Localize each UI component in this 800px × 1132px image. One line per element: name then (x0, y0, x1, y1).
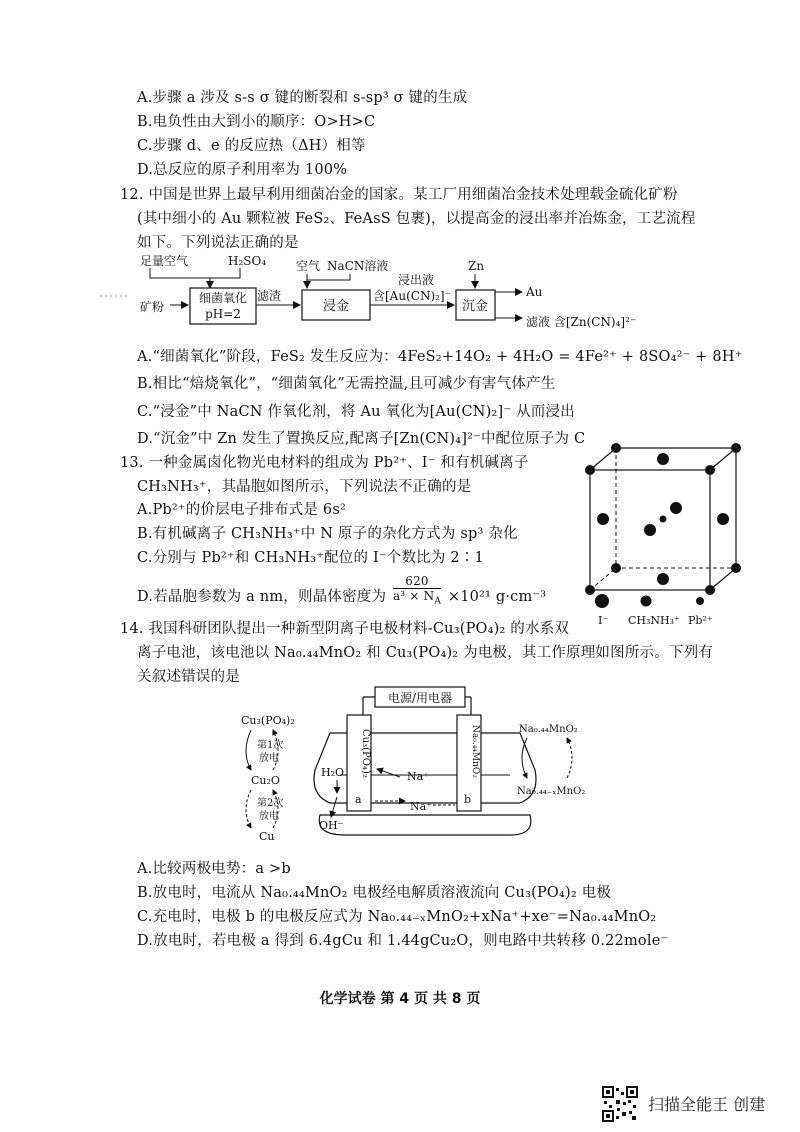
legend-methylammonium-marker (641, 596, 652, 607)
q13-stem-line2: CH₃NH₃⁺，其晶胞如图所示，下列说法不正确的是 (137, 479, 472, 495)
q13-den-sub: A (434, 596, 442, 607)
cycle-first-discharge-1: 第1次 (257, 740, 284, 751)
flow-leach-l1: 浸出液 (398, 273, 435, 287)
cycle-na044xmno2: Na₀.₄₄₋ₓMnO₂ (517, 786, 586, 797)
q12-stem-line1: 12. 中国是世界上最早利用细菌冶金的国家。某工厂用细菌冶金技术处理载金硫化矿粉 (120, 187, 678, 203)
q13-fraction-denominator (393, 589, 441, 608)
sodium-ion-upper: Na⁺ (407, 770, 429, 783)
cycle-second-discharge-1: 第2次 (257, 798, 284, 809)
flow-zn: Zn (468, 259, 485, 273)
flow-box1-label2: pH=2 (205, 307, 241, 321)
legend-lead-label: Pb²⁺ (688, 614, 713, 627)
flow-box3-label: 沉金 (461, 299, 489, 314)
q14-copper-cycle (237, 712, 327, 852)
q12-option-a: A.“细菌氧化”阶段，FeS₂ 发生反应为：4FeS₂+14O₂ + 4H₂O = 4Fe²⁺ + 8SO₄²⁻ + 8H⁺ (137, 349, 743, 365)
q13-option-b: B.有机碱离子 CH₃NH₃⁺中 N 原子的杂化方式为 sp³ 杂化 (137, 526, 518, 542)
cycle-second-discharge-2: 放电 (259, 811, 279, 822)
scanner-watermark: 扫描全能王 创建 (648, 1095, 766, 1114)
cycle-na044mno2: Na₀.₄₄MnO₂ (519, 724, 578, 735)
flow-residue: 滤渣 (257, 289, 282, 303)
q13-option-d (137, 574, 547, 614)
q11-option-d: D.总反应的原子利用率为 100% (137, 162, 348, 178)
q12-option-b: B.相比“焙烧氧化”，“细菌氧化”无需控温,且可减少有害气体产生 (137, 376, 556, 392)
q14-stem-line2: 离子电池，该电池以 Na₀.₄₄MnO₂ 和 Cu₃(PO₄)₂ 为电极，其工作原理如图所示。下列有 (137, 645, 714, 661)
cycle-cu: Cu (259, 830, 275, 843)
flow-out-filtrate: 滤液 含[Zn(CN)₄]²⁻ (526, 315, 637, 329)
q13-d-suffix: ×10²¹ g·cm⁻³ (447, 589, 547, 606)
power-supply-label: 电源/用电器 (387, 691, 453, 705)
legend-iodide-label: I⁻ (598, 614, 609, 627)
q11-option-a: A.步骤 a 涉及 s-s σ 键的断裂和 s-sp³ σ 键的生成 (137, 90, 468, 106)
q14-option-b: B.放电时，电流从 Na₀.₄₄MnO₂ 电极经电解质溶液流向 Cu₃(PO₄)₂ 电极 (137, 885, 612, 901)
cycle-cu2o: Cu₂O (251, 774, 280, 787)
q13-legend (588, 592, 748, 628)
q13-stem-line1: 13. 一种金属卤化物光电材料的组成为 Pb²⁺、I⁻ 和有机碱离子 (120, 455, 529, 471)
flow-in-nacn: NaCN溶液 (327, 259, 389, 273)
q13-d-prefix: D.若晶胞参数为 a nm，则晶体密度为 (137, 589, 387, 606)
electrode-b-material: Na₀.₄₄MnO₂ (470, 725, 480, 778)
q12-stem-line3: 如下。下列说法正确的是 (137, 235, 299, 251)
electrode-a-material: Cu₃(PO₄)₂ (360, 729, 371, 778)
q12-flowchart (0, 250, 800, 350)
flow-ore: 矿粉 (140, 300, 165, 314)
water-label: H₂O (321, 766, 345, 779)
electrode-b-label: b (464, 793, 472, 806)
flow-box1-label1: 细菌氧化 (198, 291, 248, 305)
cycle-cu3po42: Cu₃(PO₄)₂ (241, 714, 295, 727)
q14-option-c: C.充电时，电极 b 的电极反应式为 Na₀.₄₄₋ₓMnO₂+xNa⁺+xe⁻=Na₀.₄₄MnO₂ (137, 909, 657, 925)
page-footer: 化学试卷 第 4 页 共 8 页 (319, 991, 481, 1007)
q12-option-d: D.“沉金”中 Zn 发生了置换反应,配离子[Zn(CN)₄]²⁻中配位原子为 C (137, 431, 586, 447)
flow-leach-l2: 含[Au(CN)₂]⁻ (373, 289, 451, 303)
cycle-first-discharge-2: 放电 (259, 753, 279, 764)
electrode-a-label: a (355, 793, 362, 806)
legend-methylammonium-label: CH₃NH₃⁺ (628, 614, 680, 627)
flow-out-au: Au (526, 285, 543, 299)
q13-option-a: A.Pb²⁺的价层电子排布式是 6s² (137, 502, 346, 518)
legend-iodide-marker (595, 594, 609, 608)
q14-stem-line3: 关叙述错误的是 (137, 669, 240, 685)
q14-mno2-cycle (515, 722, 625, 812)
hydroxide-label: OH⁻ (319, 819, 344, 832)
q11-option-b: B.电负性由大到小的顺序：O>H>C (137, 114, 376, 130)
q13-option-c: C.分别与 Pb²⁺和 CH₃NH₃⁺配位的 I⁻个数比为 2∶1 (137, 550, 484, 566)
q12-stem-line2: (其中细小的 Au 颗粒被 FeS₂、FeAsS 包裹)，以提高金的浸出率并冶炼金，工艺流程 (137, 211, 696, 227)
flow-in-acid: H₂SO₄ (228, 254, 267, 268)
q13-density-fraction (393, 574, 441, 608)
q14-option-d: D.放电时，若电极 a 得到 6.4gCu 和 1.44gCu₂O，则电路中共转移 0.22mole⁻ (137, 933, 669, 949)
q13-fraction-numerator: 620 (393, 574, 441, 589)
qr-code-icon (602, 1086, 638, 1122)
q11-option-c: C.步骤 d、e 的反应热（ΔH）相等 (137, 138, 366, 154)
q12-option-c: C.“浸金”中 NaCN 作氧化剂，将 Au 氧化为[Au(CN)₂]⁻ 从而浸出 (137, 404, 575, 420)
flow-in-air2: 空气 (296, 259, 321, 273)
q13-den-text: a³ × N (392, 589, 435, 603)
q14-option-a: A.比较两极电势：a >b (137, 861, 291, 877)
legend-lead-marker (696, 597, 704, 605)
flow-in-air: 足量空气 (140, 254, 189, 268)
q14-stem-line1: 14. 我国科研团队提出一种新型阴离子电极材料-Cu₃(PO₄)₂ 的水系双 (120, 621, 570, 637)
flow-box2-label: 浸金 (322, 299, 350, 314)
sodium-ion-lower: Na⁺ (410, 800, 432, 813)
